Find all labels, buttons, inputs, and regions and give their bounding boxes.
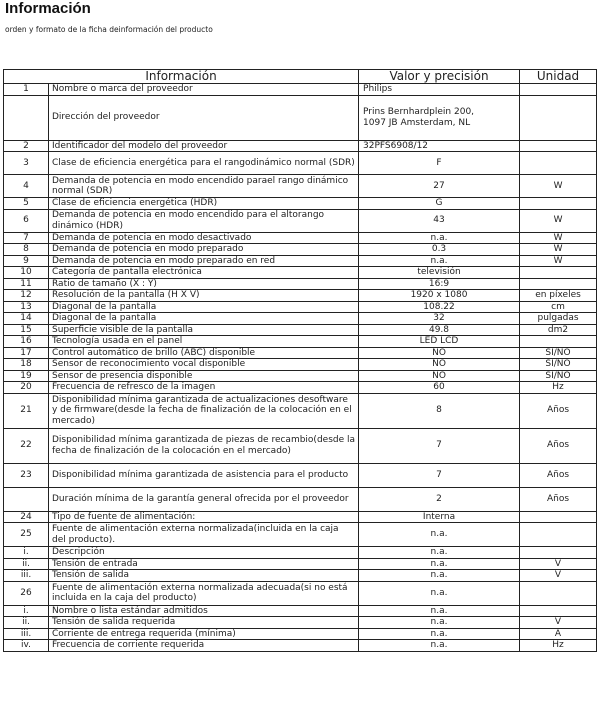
row-label: Fuente de alimentación externa normalizada(incluida en la caja del producto). — [49, 523, 359, 547]
table-row — [4, 290, 597, 302]
table-row — [4, 359, 597, 371]
table-row — [4, 487, 597, 511]
row-value: 8 — [359, 393, 520, 428]
row-unit — [520, 152, 597, 175]
row-unit: SÍ/NO — [520, 370, 597, 382]
row-number: 26 — [4, 581, 49, 605]
row-unit: en píxeles — [520, 290, 597, 302]
row-label: Tecnología usada en el panel — [49, 336, 359, 348]
product-info-table — [3, 69, 597, 652]
row-number: 13 — [4, 301, 49, 313]
table-row — [4, 523, 597, 547]
row-unit — [520, 336, 597, 348]
row-number: 19 — [4, 370, 49, 382]
row-number: 17 — [4, 347, 49, 359]
row-value: n.a. — [359, 605, 520, 617]
row-number — [4, 95, 49, 140]
row-unit: SÍ/NO — [520, 347, 597, 359]
row-number: i. — [4, 605, 49, 617]
table-row — [4, 267, 597, 279]
row-unit: V — [520, 570, 597, 582]
row-label: Nombre o lista estándar admitidos — [49, 605, 359, 617]
row-label: Demanda de potencia en modo preparado — [49, 244, 359, 256]
row-label: Diagonal de la pantalla — [49, 301, 359, 313]
table-row — [4, 428, 597, 463]
table-row — [4, 558, 597, 570]
row-unit: A — [520, 628, 597, 640]
row-number: iv. — [4, 640, 49, 652]
row-value: n.a. — [359, 232, 520, 244]
row-value: Interna — [359, 511, 520, 523]
row-value: 7 — [359, 428, 520, 463]
row-unit: V — [520, 617, 597, 629]
table-row — [4, 255, 597, 267]
row-value: n.a. — [359, 617, 520, 629]
row-label: Demanda de potencia en modo preparado en red — [49, 255, 359, 267]
row-value: n.a. — [359, 581, 520, 605]
row-value: Prins Bernhardplein 200, 1097 JB Amsterdam, NL — [359, 95, 520, 140]
row-unit: W — [520, 244, 597, 256]
row-unit: V — [520, 558, 597, 570]
row-number: ii. — [4, 558, 49, 570]
row-label: Frecuencia de refresco de la imagen — [49, 382, 359, 394]
row-number: 5 — [4, 198, 49, 210]
row-value: 2 — [359, 487, 520, 511]
row-unit — [520, 547, 597, 559]
table-header-row — [4, 70, 597, 84]
row-value: n.a. — [359, 523, 520, 547]
row-unit: W — [520, 255, 597, 267]
row-value: n.a. — [359, 628, 520, 640]
row-number: 10 — [4, 267, 49, 279]
row-value: 32PFS6908/12 — [359, 140, 520, 152]
row-unit: W — [520, 209, 597, 232]
table-row — [4, 175, 597, 198]
row-value: n.a. — [359, 640, 520, 652]
row-number: 8 — [4, 244, 49, 256]
row-value: Philips — [359, 84, 520, 96]
row-value: 60 — [359, 382, 520, 394]
row-number: 18 — [4, 359, 49, 371]
table-row — [4, 581, 597, 605]
row-label: Disponibilidad mínima garantizada de asistencia para el producto — [49, 463, 359, 487]
row-unit — [520, 267, 597, 279]
row-label: Descripción — [49, 547, 359, 559]
row-number — [4, 487, 49, 511]
table-row — [4, 324, 597, 336]
row-number: 14 — [4, 313, 49, 325]
row-label: Tipo de fuente de alimentación: — [49, 511, 359, 523]
row-label: Sensor de reconocimiento vocal disponible — [49, 359, 359, 371]
page-title: Información — [5, 0, 91, 17]
row-unit — [520, 140, 597, 152]
row-unit — [520, 511, 597, 523]
table-row — [4, 547, 597, 559]
table-row — [4, 570, 597, 582]
row-value: 27 — [359, 175, 520, 198]
row-unit: Años — [520, 463, 597, 487]
row-number: 25 — [4, 523, 49, 547]
row-number: i. — [4, 547, 49, 559]
row-label: Diagonal de la pantalla — [49, 313, 359, 325]
table-row — [4, 628, 597, 640]
column-header-info: Información — [4, 70, 359, 84]
table-row — [4, 347, 597, 359]
table-row — [4, 640, 597, 652]
row-label: Demanda de potencia en modo encendido parael rango dinámico normal (SDR) — [49, 175, 359, 198]
row-value: 43 — [359, 209, 520, 232]
row-label: Demanda de potencia en modo desactivado — [49, 232, 359, 244]
row-number: 11 — [4, 278, 49, 290]
table-row — [4, 617, 597, 629]
table-row — [4, 84, 597, 96]
row-value: F — [359, 152, 520, 175]
row-unit — [520, 278, 597, 290]
row-label: Disponibilidad mínima garantizada de piezas de recambio(desde la fecha de finalización de la colocación en el mercado) — [49, 428, 359, 463]
row-label: Frecuencia de corriente requerida — [49, 640, 359, 652]
row-value: 32 — [359, 313, 520, 325]
row-unit: Años — [520, 428, 597, 463]
row-label: Superficie visible de la pantalla — [49, 324, 359, 336]
row-value: televisión — [359, 267, 520, 279]
row-number: 20 — [4, 382, 49, 394]
row-unit — [520, 581, 597, 605]
row-label: Categoría de pantalla electrónica — [49, 267, 359, 279]
row-unit: cm — [520, 301, 597, 313]
row-number: 4 — [4, 175, 49, 198]
row-unit: W — [520, 175, 597, 198]
row-label: Tensión de entrada — [49, 558, 359, 570]
row-label: Duración mínima de la garantía general ofrecida por el proveedor — [49, 487, 359, 511]
row-number: 12 — [4, 290, 49, 302]
row-label: Clase de eficiencia energética para el rangodinámico normal (SDR) — [49, 152, 359, 175]
row-unit — [520, 95, 597, 140]
row-number: iii. — [4, 570, 49, 582]
column-header-value: Valor y precisión — [359, 70, 520, 84]
row-unit: Hz — [520, 640, 597, 652]
row-unit: SÍ/NO — [520, 359, 597, 371]
table-row — [4, 278, 597, 290]
row-label: Ratio de tamaño (X : Y) — [49, 278, 359, 290]
row-value: n.a. — [359, 570, 520, 582]
table-row — [4, 209, 597, 232]
row-number: 7 — [4, 232, 49, 244]
row-number: 16 — [4, 336, 49, 348]
row-label: Resolución de la pantalla (H X V) — [49, 290, 359, 302]
row-unit — [520, 523, 597, 547]
row-label: Identificador del modelo del proveedor — [49, 140, 359, 152]
table-row — [4, 232, 597, 244]
row-unit: W — [520, 232, 597, 244]
row-value: LED LCD — [359, 336, 520, 348]
row-value: 16:9 — [359, 278, 520, 290]
row-number: 15 — [4, 324, 49, 336]
row-number: iii. — [4, 628, 49, 640]
row-label: Sensor de presencia disponible — [49, 370, 359, 382]
row-value: n.a. — [359, 255, 520, 267]
row-unit: Hz — [520, 382, 597, 394]
row-number: ii. — [4, 617, 49, 629]
row-value: 7 — [359, 463, 520, 487]
row-value: 49.8 — [359, 324, 520, 336]
row-unit: Años — [520, 393, 597, 428]
row-value: n.a. — [359, 547, 520, 559]
row-unit: Años — [520, 487, 597, 511]
row-value: 108.22 — [359, 301, 520, 313]
table-row — [4, 198, 597, 210]
page-subtitle: orden y formato de la ficha deinformación del producto — [5, 25, 213, 34]
row-value: n.a. — [359, 558, 520, 570]
table-row — [4, 95, 597, 140]
row-label: Tensión de salida — [49, 570, 359, 582]
row-number: 3 — [4, 152, 49, 175]
row-label: Demanda de potencia en modo encendido para el altorango dinámico (HDR) — [49, 209, 359, 232]
row-unit: pulgadas — [520, 313, 597, 325]
row-label: Fuente de alimentación externa normalizada adecuada(si no está incluida en la caja del producto) — [49, 581, 359, 605]
row-number: 9 — [4, 255, 49, 267]
table-row — [4, 140, 597, 152]
row-value: 1920 x 1080 — [359, 290, 520, 302]
row-label: Dirección del proveedor — [49, 95, 359, 140]
table-row — [4, 336, 597, 348]
row-number: 6 — [4, 209, 49, 232]
table-row — [4, 244, 597, 256]
table-row — [4, 393, 597, 428]
row-number: 1 — [4, 84, 49, 96]
row-label: Control automático de brillo (ABC) disponible — [49, 347, 359, 359]
row-label: Disponibilidad mínima garantizada de actualizaciones desoftware y de firmware(desde la fecha de finalización de la colocación en el mercado) — [49, 393, 359, 428]
row-number: 2 — [4, 140, 49, 152]
row-value: 0.3 — [359, 244, 520, 256]
row-number: 22 — [4, 428, 49, 463]
row-unit — [520, 198, 597, 210]
table-row — [4, 152, 597, 175]
table-row — [4, 382, 597, 394]
row-unit — [520, 84, 597, 96]
row-number: 23 — [4, 463, 49, 487]
row-value: NO — [359, 359, 520, 371]
row-unit — [520, 605, 597, 617]
row-number: 24 — [4, 511, 49, 523]
row-label: Tensión de salida requerida — [49, 617, 359, 629]
row-unit: dm2 — [520, 324, 597, 336]
table-row — [4, 313, 597, 325]
row-value: NO — [359, 347, 520, 359]
table-row — [4, 605, 597, 617]
table-row — [4, 463, 597, 487]
row-label: Nombre o marca del proveedor — [49, 84, 359, 96]
table-row — [4, 511, 597, 523]
row-label: Clase de eficiencia energética (HDR) — [49, 198, 359, 210]
row-number: 21 — [4, 393, 49, 428]
table-row — [4, 370, 597, 382]
row-value: G — [359, 198, 520, 210]
column-header-unit: Unidad — [520, 70, 597, 84]
row-label: Corriente de entrega requerida (mínima) — [49, 628, 359, 640]
table-row — [4, 301, 597, 313]
row-value: NO — [359, 370, 520, 382]
